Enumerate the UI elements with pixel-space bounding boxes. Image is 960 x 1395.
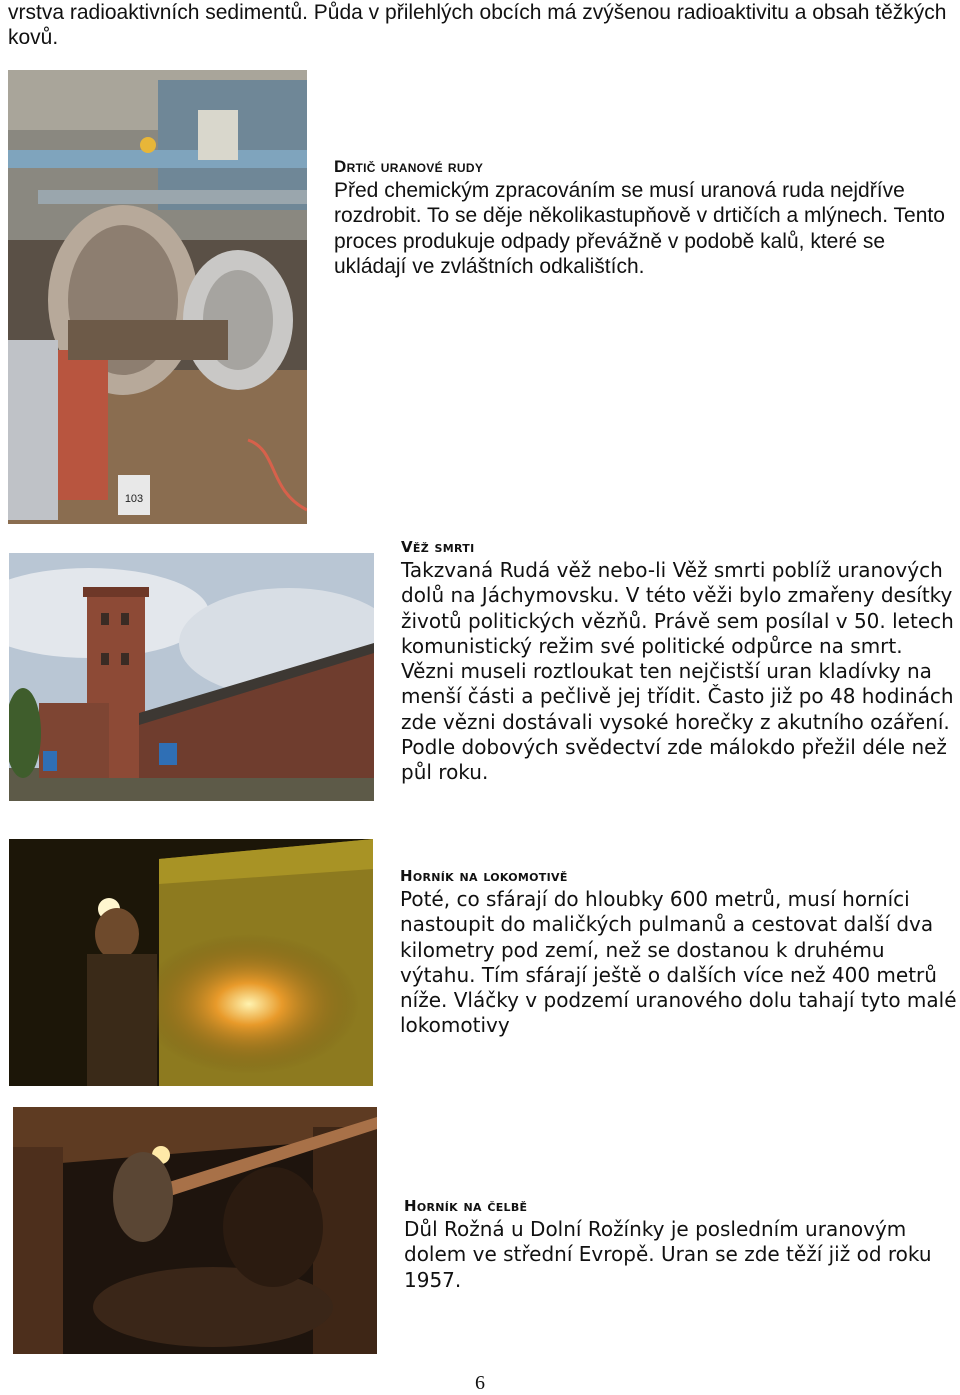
section-heading: Horník na lokomotivě bbox=[400, 867, 568, 885]
section-heading: Věž smrti bbox=[401, 538, 475, 556]
section-body: Před chemickým zpracováním se musí uranová ruda nejdříve rozdrobit. To se děje několikastupňově v drtičích a mlýnech. Tento proces produkuje odpady převážně v podobě kalů, které se ukládají ve zvláštních odkalištích. bbox=[334, 179, 945, 278]
tower-caption bbox=[401, 536, 957, 786]
section-body: Takzvaná Rudá věž nebo-li Věž smrti poblíž uranových dolů na Jáchymovsku. V této věži bylo zmařeny desítky životů politických vězňů. Právě sem posílal v 50. letech komunistický režim své politické odpůrce na smrt. Vězni museli roztloukat ten nejčistší uran kladívky na menší části a pečlivě jej třídit. Často již po 48 hodinách zde vězni dostávali vysoké horečky z akutního ozáření. Podle dobových svědectví zde málokdo přežil déle než půl roku. bbox=[401, 558, 954, 785]
section-body: Poté, co sfárají do hloubky 600 metrů, musí horníci nastoupit do maličkých pulmanů a cestovat další dva kilometry pod zemí, než se dostanou k druhému výtahu. Tím sfárají ještě o dalších více než 400 metrů níže. Vláčky v podzemí uranového dolu tahají tyto malé lokomotivy bbox=[400, 887, 957, 1038]
face-miner-photo bbox=[13, 1107, 377, 1354]
section-heading: Drtič uranové rudy bbox=[334, 157, 484, 176]
face-caption bbox=[404, 1195, 959, 1293]
section-heading: Horník na čelbě bbox=[404, 1197, 528, 1215]
tower-photo bbox=[9, 553, 374, 801]
crusher-caption bbox=[334, 156, 959, 279]
locomotive-miner-photo bbox=[9, 839, 373, 1086]
section-body: Důl Rožná u Dolní Rožínky je posledním uranovým dolem ve střední Evropě. Uran se zde těží již od roku 1957. bbox=[404, 1217, 932, 1292]
page-number: 6 bbox=[475, 1372, 485, 1394]
intro-paragraph: vrstva radioaktivních sedimentů. Půda v přilehlých obcích má zvýšenou radioaktivitu a obsah těžkých kovů. bbox=[8, 1, 947, 49]
locomotive-caption bbox=[400, 865, 959, 1039]
crusher-photo bbox=[8, 70, 307, 524]
svg-text:103: 103 bbox=[124, 493, 144, 505]
